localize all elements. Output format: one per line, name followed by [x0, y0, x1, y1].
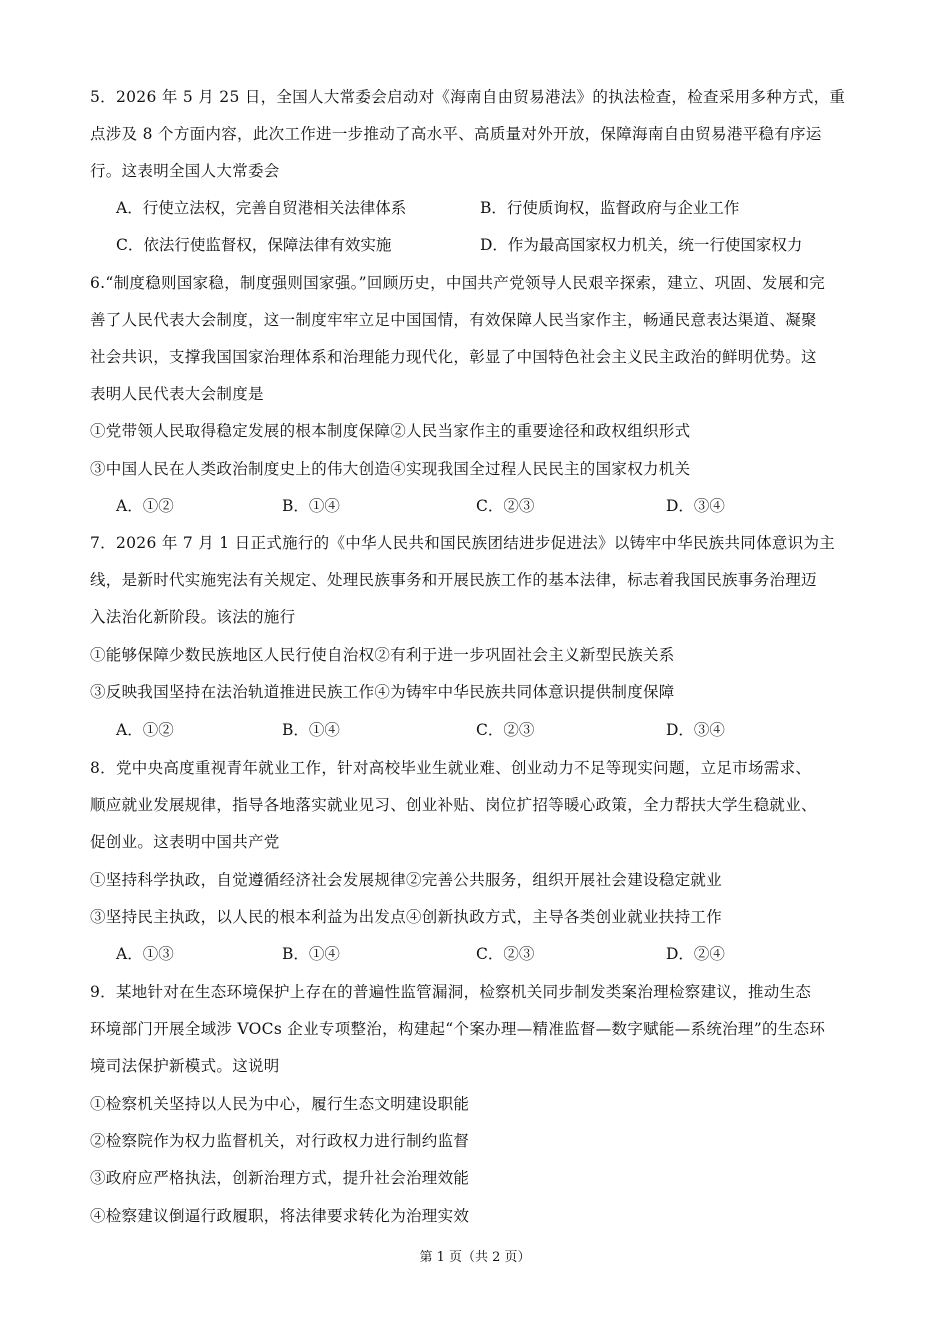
q8-statement-1-2: ①坚持科学执政，自觉遵循经济社会发展规律②完善公共服务，组织开展社会建设稳定就业: [90, 871, 723, 889]
q6-line-3: 社会共识，支撑我国国家治理体系和治理能力现代化，彰显了中国特色社会主义民主政治的鲜明优势。这: [90, 348, 817, 366]
q7-line-1: 7．2026 年 7 月 1 日正式施行的《中华人民共和国民族团结进步促进法》以铸牢中华民族共同体意识为主: [90, 534, 836, 552]
q8-option-b: B．①④: [282, 945, 340, 963]
q6-statement-1-2: ①党带领人民取得稳定发展的根本制度保障②人民当家作主的重要途径和政权组织形式: [90, 422, 691, 440]
q7-line-2: 线，是新时代实施宪法有关规定、处理民族事务和开展民族工作的基本法律，标志着我国民族事务治理迈: [90, 571, 817, 589]
q6-statement-3-4: ③中国人民在人类政治制度史上的伟大创造④实现我国全过程人民民主的国家权力机关: [90, 460, 691, 478]
q9-line-1: 9．某地针对在生态环境保护上存在的普遍性监管漏洞，检察机关同步制发类案治理检察建议，推动生态: [90, 983, 812, 1001]
q5-line-3: 行。这表明全国人大常委会: [90, 162, 280, 180]
q9-statement-3: ③政府应严格执法，创新治理方式，提升社会治理效能: [90, 1169, 470, 1187]
q5-line-1: 5．2026 年 5 月 25 日，全国人大常委会启动对《海南自由贸易港法》的执法检查，检查采用多种方式，重: [90, 88, 846, 106]
q5-line-2: 点涉及 8 个方面内容，此次工作进一步推动了高水平、高质量对外开放，保障海南自由贸易港平稳有序运: [90, 125, 822, 143]
q8-statement-3-4: ③坚持民主执政，以人民的根本利益为出发点④创新执政方式，主导各类创业就业扶持工作: [90, 908, 723, 926]
page-footer: 第 1 页（共 2 页）: [419, 1250, 531, 1265]
q7-option-a: A．①②: [116, 721, 174, 739]
q6-option-c: C．②③: [476, 497, 535, 515]
q8-line-2: 顺应就业发展规律，指导各地落实就业见习、创业补贴、岗位扩招等暖心政策，全力帮扶大学生稳就业、: [90, 796, 817, 814]
q9-line-3: 境司法保护新模式。这说明: [90, 1057, 280, 1075]
q7-option-d: D．③④: [666, 721, 725, 739]
q6-option-a: A．①②: [116, 497, 174, 515]
q8-option-c: C．②③: [476, 945, 535, 963]
q5-option-a: A．行使立法权，完善自贸港相关法律体系: [116, 199, 407, 217]
q5-option-b: B．行使质询权，监督政府与企业工作: [480, 199, 740, 217]
q6-line-2: 善了人民代表大会制度，这一制度牢牢立足中国国情，有效保障人民当家作主，畅通民意表达渠道、凝聚: [90, 311, 817, 329]
q7-option-c: C．②③: [476, 721, 535, 739]
q6-option-b: B．①④: [282, 497, 340, 515]
q5-option-c: C．依法行使监督权，保障法律有效实施: [116, 236, 392, 254]
q6-line-4: 表明人民代表大会制度是: [90, 385, 264, 403]
q6-line-1: 6.“制度稳则国家稳，制度强则国家强。”回顾历史，中国共产党领导人民艰辛探索，建立、巩固、发展和完: [90, 274, 826, 292]
q5-option-d: D．作为最高国家权力机关，统一行使国家权力: [480, 236, 803, 254]
q9-statement-1: ①检察机关坚持以人民为中心，履行生态文明建设职能: [90, 1095, 470, 1113]
q8-line-1: 8．党中央高度重视青年就业工作，针对高校毕业生就业难、创业动力不足等现实问题，立足市场需求、: [90, 759, 812, 777]
q9-line-2: 环境部门开展全域涉 VOCs 企业专项整治，构建起“个案办理—精准监督—数字赋能—系统治理”的生态环: [90, 1020, 826, 1038]
q7-statement-1-2: ①能够保障少数民族地区人民行使自治权②有利于进一步巩固社会主义新型民族关系: [90, 646, 675, 664]
q7-option-b: B．①④: [282, 721, 340, 739]
q9-statement-4: ④检察建议倒逼行政履职，将法律要求转化为治理实效: [90, 1207, 470, 1225]
q7-line-3: 入法治化新阶段。该法的施行: [90, 608, 296, 626]
q8-line-3: 促创业。这表明中国共产党: [90, 833, 280, 851]
q8-option-d: D．②④: [666, 945, 725, 963]
q8-option-a: A．①③: [116, 945, 174, 963]
q7-statement-3-4: ③反映我国坚持在法治轨道推进民族工作④为铸牢中华民族共同体意识提供制度保障: [90, 683, 675, 701]
q9-statement-2: ②检察院作为权力监督机关，对行政权力进行制约监督: [90, 1132, 470, 1150]
q6-option-d: D．③④: [666, 497, 725, 515]
